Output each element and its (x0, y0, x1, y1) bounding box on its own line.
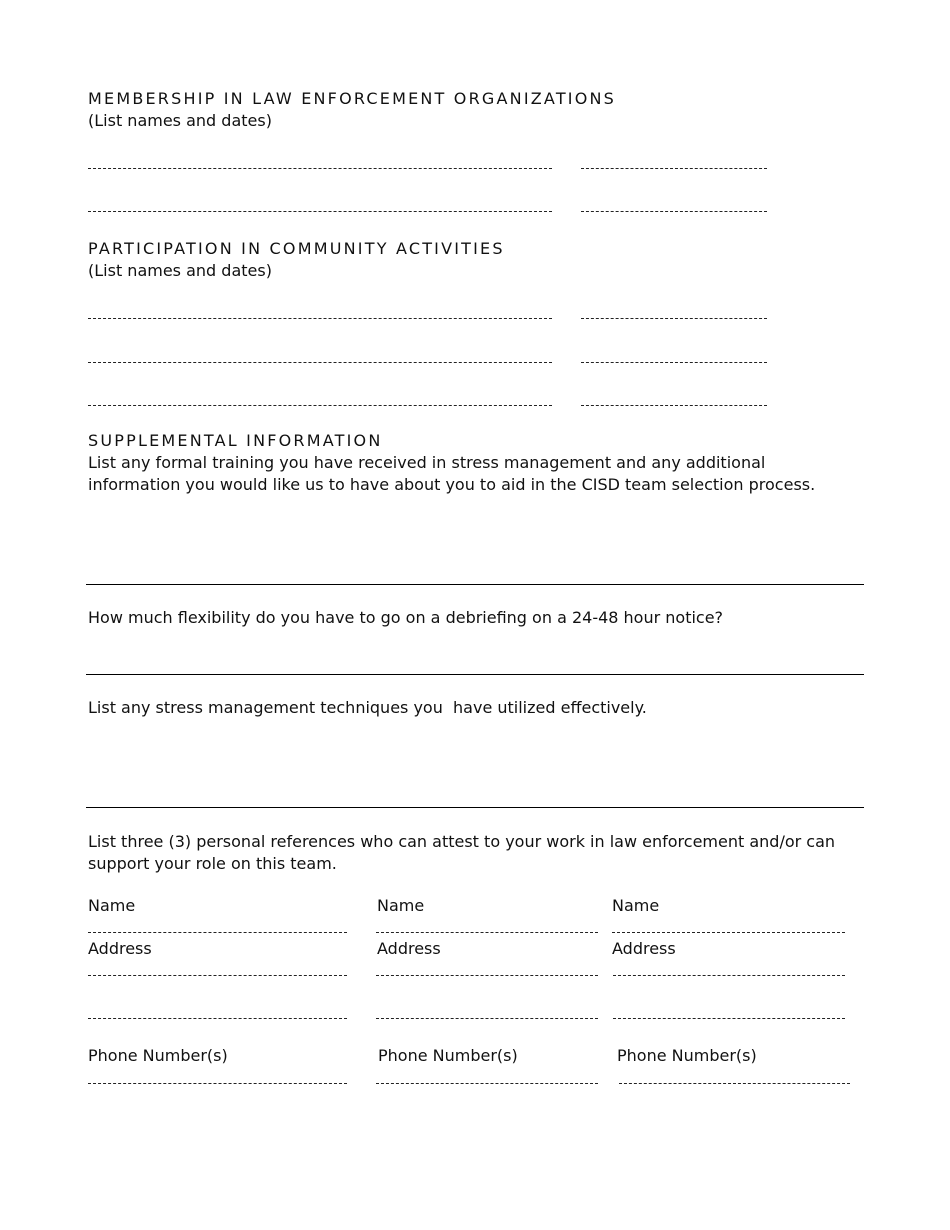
reference-3-phone-label: Phone Number(s) (617, 1046, 757, 1065)
reference-3-name-field[interactable] (612, 932, 845, 933)
reference-3-address-field-2[interactable] (613, 1018, 845, 1019)
reference-1-phone-label: Phone Number(s) (88, 1046, 228, 1065)
reference-3-name-label: Name (612, 896, 660, 915)
community-date-field-3[interactable] (581, 405, 767, 406)
community-date-field-1[interactable] (581, 318, 767, 319)
supplemental-answer-line[interactable] (86, 584, 864, 585)
membership-org-field-1[interactable] (88, 168, 552, 169)
reference-3-phone-field[interactable] (619, 1083, 850, 1084)
reference-1-address-field-1[interactable] (88, 975, 347, 976)
reference-2-address-field-1[interactable] (376, 975, 598, 976)
reference-2-name-label: Name (377, 896, 425, 915)
reference-2-phone-label: Phone Number(s) (378, 1046, 518, 1065)
community-activity-field-3[interactable] (88, 405, 552, 406)
reference-2-name-field[interactable] (376, 932, 598, 933)
community-heading: PARTICIPATION IN COMMUNITY ACTIVITIES (88, 239, 505, 258)
reference-2-address-label: Address (377, 939, 441, 958)
reference-3-address-field-1[interactable] (613, 975, 845, 976)
techniques-answer-line[interactable] (86, 807, 864, 808)
community-activity-field-1[interactable] (88, 318, 552, 319)
membership-note: (List names and dates) (88, 111, 272, 130)
reference-3-address-label: Address (612, 939, 676, 958)
reference-2-address-field-2[interactable] (376, 1018, 598, 1019)
techniques-question: List any stress management techniques you have utilized effectively. (88, 698, 647, 717)
membership-date-field-2[interactable] (581, 211, 767, 212)
community-note: (List names and dates) (88, 261, 272, 280)
community-activity-field-2[interactable] (88, 362, 552, 363)
membership-org-field-2[interactable] (88, 211, 552, 212)
supplemental-instructions: List any formal training you have received in stress management and any additional information you would like us to have about you to aid in the CISD team selection process. (88, 453, 816, 494)
flexibility-question: How much flexibility do you have to go on a debriefing on a 24-48 hour notice? (88, 608, 724, 627)
reference-1-name-field[interactable] (88, 932, 347, 933)
references-instructions: List three (3) personal references who can attest to your work in law enforcement and/or can support your role on this team. (88, 832, 836, 873)
flexibility-answer-line[interactable] (86, 674, 864, 675)
reference-1-address-field-2[interactable] (88, 1018, 347, 1019)
reference-2-phone-field[interactable] (376, 1083, 598, 1084)
membership-date-field-1[interactable] (581, 168, 767, 169)
reference-1-name-label: Name (88, 896, 136, 915)
reference-1-phone-field[interactable] (88, 1083, 347, 1084)
membership-heading: MEMBERSHIP IN LAW ENFORCEMENT ORGANIZATIONS (88, 89, 617, 108)
supplemental-heading: SUPPLEMENTAL INFORMATION (88, 431, 383, 450)
reference-1-address-label: Address (88, 939, 152, 958)
community-date-field-2[interactable] (581, 362, 767, 363)
